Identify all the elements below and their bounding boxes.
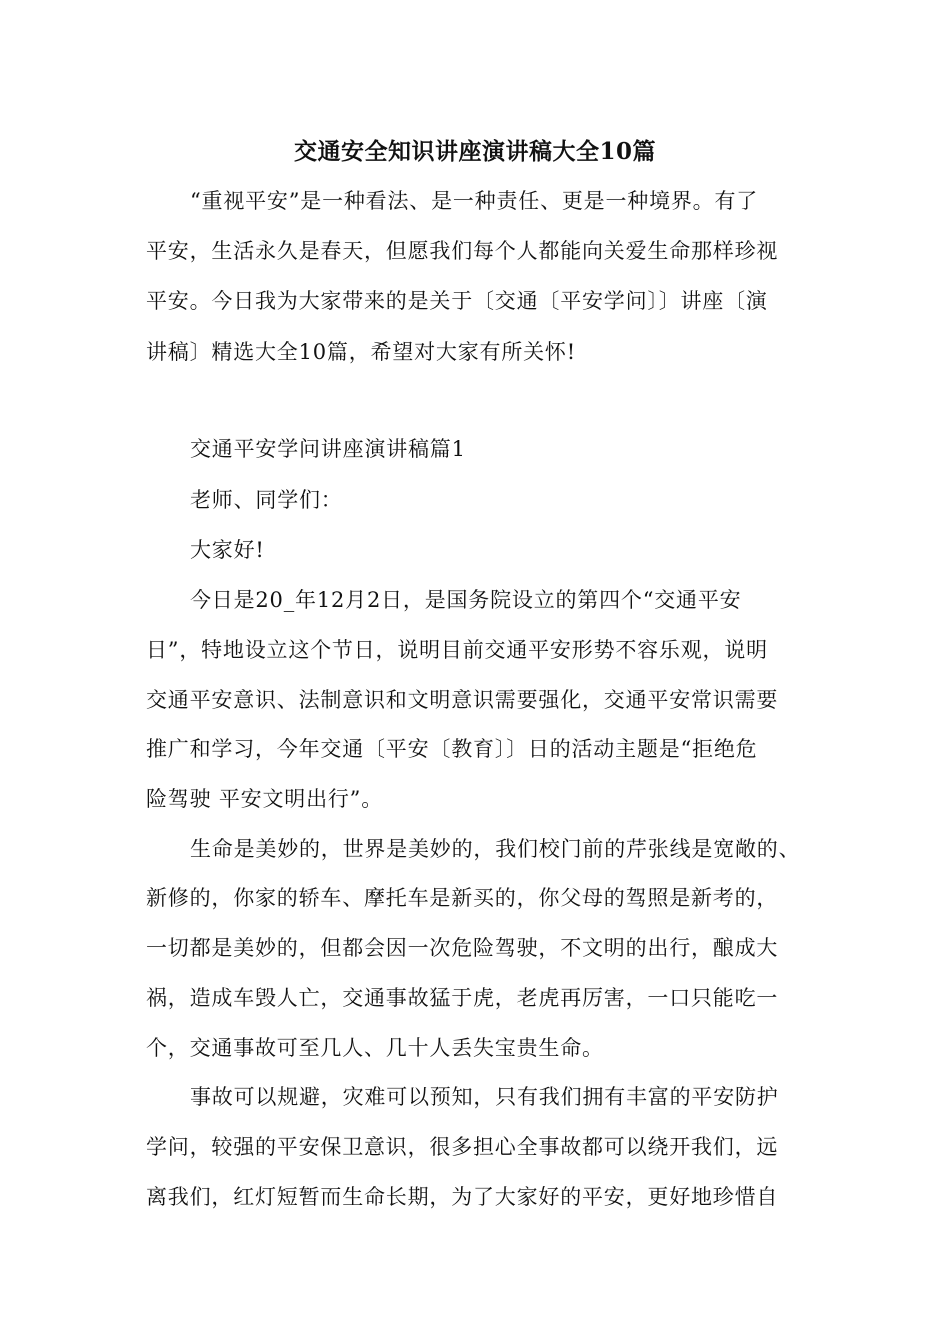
paragraph-line: 一切都是美妙的，但都会因一次危险驾驶，不文明的出行，酿成大 bbox=[146, 936, 779, 960]
paragraph-line: 平安。今日我为大家带来的是关于〔交通〔平安学问〕〕讲座〔演 bbox=[146, 289, 768, 313]
paragraph-line: 个，交通事故可至几人、几十人丢失宝贵生命。 bbox=[146, 1036, 604, 1060]
section-heading: 交通平安学问讲座演讲稿篇1 bbox=[190, 437, 466, 461]
paragraph-line: 学问，较强的平安保卫意识，很多担心全事故都可以绕开我们，远 bbox=[146, 1135, 779, 1159]
greeting: 大家好! bbox=[190, 538, 265, 562]
paragraph-line: 日”，特地设立这个节日，说明目前交通平安形势不容乐观，说明 bbox=[146, 638, 768, 662]
paragraph-line: 离我们，红灯短暂而生命长期，为了大家好的平安，更好地珍惜自 bbox=[146, 1185, 779, 1209]
paragraph-line: 推广和学习，今年交通〔平安〔教育〕〕日的活动主题是“拒绝危 bbox=[146, 737, 758, 761]
paragraph-line: “重视平安”是一种看法、是一种责任、更是一种境界。有了 bbox=[190, 189, 759, 213]
paragraph-line: 讲稿〕精选大全10篇，希望对大家有所关怀! bbox=[146, 340, 576, 364]
paragraph-line: 今日是20_年12月2日，是国务院设立的第四个“交通平安 bbox=[190, 588, 742, 612]
document-title: 交通安全知识讲座演讲稿大全10篇 bbox=[293, 138, 656, 165]
paragraph-line: 险驾驶 平安文明出行”。 bbox=[146, 787, 384, 811]
paragraph-line: 祸，造成车毁人亡，交通事故猛于虎，老虎再厉害，一口只能吃一 bbox=[146, 986, 779, 1010]
paragraph-line: 交通平安意识、法制意识和文明意识需要强化，交通平安常识需要 bbox=[146, 688, 779, 712]
paragraph-line: 事故可以规避，灾难可以预知，只有我们拥有丰富的平安防护 bbox=[190, 1085, 779, 1109]
paragraph-line: 平安，生活永久是春天，但愿我们每个人都能向关爱生命那样珍视 bbox=[146, 239, 779, 263]
salutation: 老师、同学们： bbox=[190, 488, 343, 512]
paragraph-line: 新修的，你家的轿车、摩托车是新买的，你父母的驾照是新考的， bbox=[146, 886, 779, 910]
paragraph-line: 生命是美妙的，世界是美妙的，我们校门前的芹张线是宽敞的、 bbox=[190, 837, 801, 861]
